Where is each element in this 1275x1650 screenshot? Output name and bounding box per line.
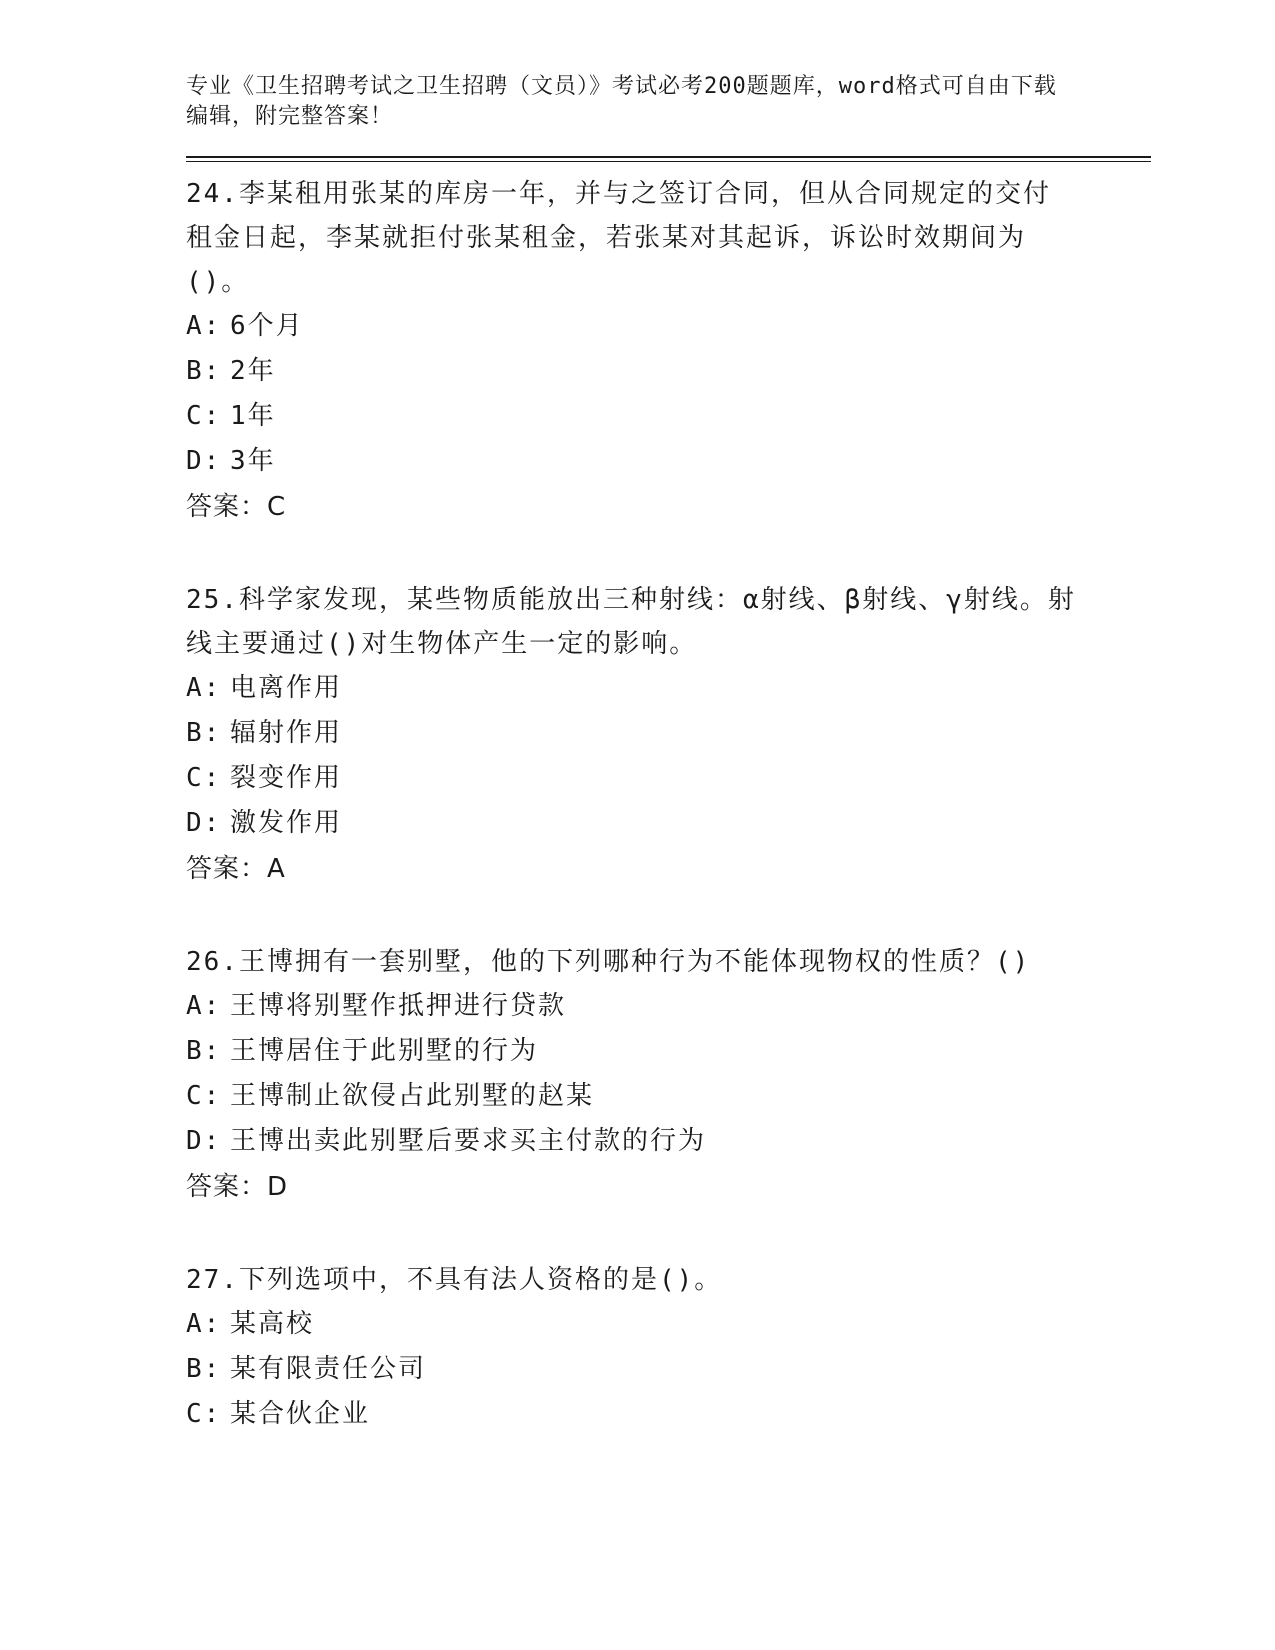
answer-line: 答案：D xyxy=(186,1172,289,1202)
option-key: C: xyxy=(186,1081,222,1111)
option-d xyxy=(186,439,1146,484)
option-d xyxy=(186,801,1146,846)
option-key: A: xyxy=(186,311,222,341)
option-a xyxy=(186,984,1146,1029)
answer-line: 答案：C xyxy=(186,492,287,522)
document-page xyxy=(186,72,1146,1437)
option-key: D: xyxy=(186,808,222,838)
question-26 xyxy=(186,940,1146,1210)
option-text: 王博出卖此别墅后要求买主付款的行为 xyxy=(230,1126,707,1156)
option-key: D: xyxy=(186,1126,222,1156)
option-b xyxy=(186,1347,1146,1392)
answer-line: 答案：A xyxy=(186,854,286,884)
option-text: 2年 xyxy=(230,356,276,386)
option-text: 裂变作用 xyxy=(230,763,343,793)
option-key: A: xyxy=(186,991,222,1021)
question-27 xyxy=(186,1258,1146,1437)
option-c xyxy=(186,756,1146,801)
option-c xyxy=(186,1392,1146,1437)
option-text: 某高校 xyxy=(230,1309,315,1339)
option-key: A: xyxy=(186,1309,222,1339)
option-text: 王博居住于此别墅的行为 xyxy=(230,1036,539,1066)
option-b xyxy=(186,349,1146,394)
question-stem: 24.李某租用张某的库房一年，并与之签订合同，但从合同规定的交付租金日起，李某就拒付张某租金，若张某对其起诉，诉讼时效期间为()。 xyxy=(186,179,1051,297)
option-key: C: xyxy=(186,763,222,793)
option-text: 某有限责任公司 xyxy=(230,1354,427,1384)
question-stem: 25.科学家发现，某些物质能放出三种射线：α射线、β射线、γ射线。射线主要通过()对生物体产生一定的影响。 xyxy=(186,585,1076,659)
option-key: B: xyxy=(186,718,222,748)
question-stem: 26.王博拥有一套别墅，他的下列哪种行为不能体现物权的性质？() xyxy=(186,947,1031,977)
option-text: 辐射作用 xyxy=(230,718,343,748)
option-b xyxy=(186,1029,1146,1074)
option-c xyxy=(186,394,1146,439)
option-text: 某合伙企业 xyxy=(230,1399,371,1429)
question-stem: 27.下列选项中，不具有法人资格的是()。 xyxy=(186,1265,723,1295)
option-a xyxy=(186,1302,1146,1347)
option-b xyxy=(186,711,1146,756)
option-text: 1年 xyxy=(230,401,276,431)
option-text: 6个月 xyxy=(230,311,304,341)
option-d xyxy=(186,1119,1146,1164)
option-key: B: xyxy=(186,1354,222,1384)
option-key: B: xyxy=(186,356,222,386)
question-24 xyxy=(186,172,1146,530)
option-text: 电离作用 xyxy=(230,673,343,703)
option-key: C: xyxy=(186,1399,222,1429)
option-a xyxy=(186,666,1146,711)
option-key: B: xyxy=(186,1036,222,1066)
document-header: 专业《卫生招聘考试之卫生招聘（文员）》考试必考200题题库，word格式可自由下载编辑，附完整答案！ xyxy=(186,74,1057,129)
question-25 xyxy=(186,578,1146,892)
option-a xyxy=(186,304,1146,349)
option-key: D: xyxy=(186,446,222,476)
option-text: 激发作用 xyxy=(230,808,343,838)
option-text: 3年 xyxy=(230,446,276,476)
option-c xyxy=(186,1074,1146,1119)
option-text: 王博制止欲侵占此别墅的赵某 xyxy=(230,1081,595,1111)
option-key: C: xyxy=(186,401,222,431)
option-key: A: xyxy=(186,673,222,703)
header-divider xyxy=(186,156,1151,162)
option-text: 王博将别墅作抵押进行贷款 xyxy=(230,991,567,1021)
